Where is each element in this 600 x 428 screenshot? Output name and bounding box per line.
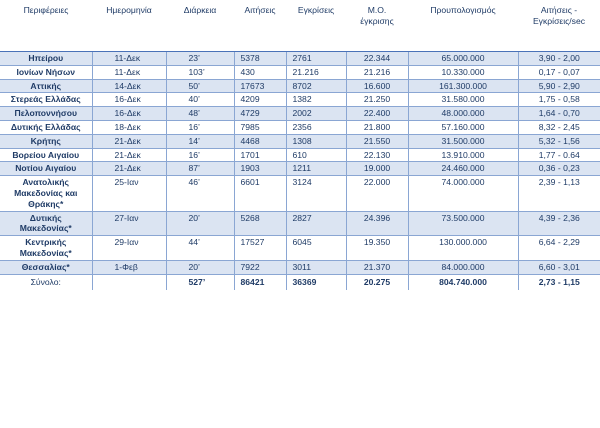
header-applications: Αιτήσεις: [234, 0, 286, 52]
total-label: Σύνολο:: [0, 274, 92, 290]
cell-duration: 103’: [166, 65, 234, 79]
cell-average: 22.130: [346, 148, 408, 162]
cell-applications: 17527: [234, 236, 286, 261]
table-row: [0, 176, 600, 211]
table-row: [0, 93, 600, 107]
cell-date: 11-Δεκ: [92, 52, 166, 66]
cell-region: Ηπείρου: [0, 52, 92, 66]
cell-approvals: 2356: [286, 120, 346, 134]
total-applications: 86421: [234, 274, 286, 290]
cell-approvals: 1308: [286, 134, 346, 148]
cell-applications: 7985: [234, 120, 286, 134]
cell-budget: 161.300.000: [408, 79, 518, 93]
cell-duration: 16’: [166, 148, 234, 162]
table-row: [0, 107, 600, 121]
cell-duration: 50’: [166, 79, 234, 93]
total-row: [0, 274, 600, 290]
table-row: [0, 260, 600, 274]
cell-applications: 4209: [234, 93, 286, 107]
cell-region: Κρήτης: [0, 134, 92, 148]
cell-date: 27-Ιαν: [92, 211, 166, 236]
cell-duration: 44’: [166, 236, 234, 261]
cell-budget: 13.910.000: [408, 148, 518, 162]
total-approvals: 36369: [286, 274, 346, 290]
header-rate-line1: Αιτήσεις -: [540, 5, 578, 15]
cell-rate: 6,64 - 2,29: [518, 236, 600, 261]
header-rate-line2: Εγκρίσεις/sec: [532, 16, 586, 26]
cell-budget: 84.000.000: [408, 260, 518, 274]
cell-duration: 40’: [166, 93, 234, 107]
cell-duration: 48’: [166, 107, 234, 121]
cell-applications: 1701: [234, 148, 286, 162]
cell-rate: 1,77 - 0.64: [518, 148, 600, 162]
cell-region: Πελοποννήσου: [0, 107, 92, 121]
table-header-row: [0, 0, 600, 52]
cell-applications: 5268: [234, 211, 286, 236]
cell-average: 21.250: [346, 93, 408, 107]
cell-budget: 31.500.000: [408, 134, 518, 148]
cell-rate: 3,90 - 2,00: [518, 52, 600, 66]
table-row: [0, 134, 600, 148]
cell-duration: 20’: [166, 211, 234, 236]
cell-region: Δυτικής Ελλάδας: [0, 120, 92, 134]
cell-duration: 23’: [166, 52, 234, 66]
table-row: [0, 65, 600, 79]
cell-budget: 31.580.000: [408, 93, 518, 107]
cell-budget: 130.000.000: [408, 236, 518, 261]
cell-region: Ανατολικής Μακεδονίας και Θράκης*: [0, 176, 92, 211]
cell-region: Βορείου Αιγαίου: [0, 148, 92, 162]
cell-applications: 5378: [234, 52, 286, 66]
table-row: [0, 211, 600, 236]
cell-applications: 1903: [234, 162, 286, 176]
cell-rate: 6,60 - 3,01: [518, 260, 600, 274]
cell-date: 21-Δεκ: [92, 162, 166, 176]
cell-date: 14-Δεκ: [92, 79, 166, 93]
cell-average: 16.600: [346, 79, 408, 93]
cell-rate: 0,36 - 0,23: [518, 162, 600, 176]
total-average: 20.275: [346, 274, 408, 290]
table-body: [0, 52, 600, 275]
cell-duration: 46’: [166, 176, 234, 211]
cell-average: 24.396: [346, 211, 408, 236]
cell-average: 21.216: [346, 65, 408, 79]
cell-budget: 48.000.000: [408, 107, 518, 121]
cell-average: 19.350: [346, 236, 408, 261]
cell-duration: 20’: [166, 260, 234, 274]
cell-rate: 4,39 - 2,36: [518, 211, 600, 236]
cell-date: 25-Ιαν: [92, 176, 166, 211]
cell-rate: 5,32 - 1,56: [518, 134, 600, 148]
table-row: [0, 236, 600, 261]
cell-budget: 65.000.000: [408, 52, 518, 66]
cell-region: Κεντρικής Μακεδονίας*: [0, 236, 92, 261]
cell-date: 21-Δεκ: [92, 148, 166, 162]
cell-date: 29-Ιαν: [92, 236, 166, 261]
cell-approvals: 21.216: [286, 65, 346, 79]
table-row: [0, 148, 600, 162]
cell-date: 16-Δεκ: [92, 107, 166, 121]
cell-average: 21.550: [346, 134, 408, 148]
cell-approvals: 2827: [286, 211, 346, 236]
cell-applications: 17673: [234, 79, 286, 93]
cell-approvals: 3124: [286, 176, 346, 211]
header-average: [346, 0, 408, 52]
cell-rate: 1,75 - 0,58: [518, 93, 600, 107]
cell-rate: 2,39 - 1,13: [518, 176, 600, 211]
cell-applications: 430: [234, 65, 286, 79]
cell-approvals: 1382: [286, 93, 346, 107]
header-average-line1: Μ.Ο.: [367, 5, 387, 15]
cell-date: 11-Δεκ: [92, 65, 166, 79]
cell-rate: 0,17 - 0,07: [518, 65, 600, 79]
cell-date: 21-Δεκ: [92, 134, 166, 148]
table-row: [0, 79, 600, 93]
total-date: [92, 274, 166, 290]
cell-average: 22.000: [346, 176, 408, 211]
header-duration: Διάρκεια: [166, 0, 234, 52]
header-region: Περιφέρειες: [0, 0, 92, 52]
cell-applications: 6601: [234, 176, 286, 211]
cell-average: 22.400: [346, 107, 408, 121]
cell-date: 18-Δεκ: [92, 120, 166, 134]
cell-applications: 4729: [234, 107, 286, 121]
table-row: [0, 52, 600, 66]
cell-duration: 14’: [166, 134, 234, 148]
header-average-line2: έγκρισης: [360, 16, 394, 26]
cell-duration: 87’: [166, 162, 234, 176]
cell-approvals: 3011: [286, 260, 346, 274]
cell-budget: 73.500.000: [408, 211, 518, 236]
cell-approvals: 610: [286, 148, 346, 162]
total-duration: 527’: [166, 274, 234, 290]
cell-date: 1-Φεβ: [92, 260, 166, 274]
cell-rate: 1,64 - 0,70: [518, 107, 600, 121]
cell-applications: 7922: [234, 260, 286, 274]
table-row: [0, 120, 600, 134]
cell-applications: 4468: [234, 134, 286, 148]
cell-region: Θεσσαλίας*: [0, 260, 92, 274]
cell-region: Στερεάς Ελλάδας: [0, 93, 92, 107]
cell-rate: 5,90 - 2,90: [518, 79, 600, 93]
header-date: Ημερομηνία: [92, 0, 166, 52]
cell-budget: 24.460.000: [408, 162, 518, 176]
cell-rate: 8,32 - 2,45: [518, 120, 600, 134]
cell-region: Δυτικής Μακεδονίας*: [0, 211, 92, 236]
cell-average: 22.344: [346, 52, 408, 66]
cell-average: 21.370: [346, 260, 408, 274]
cell-budget: 74.000.000: [408, 176, 518, 211]
cell-average: 19.000: [346, 162, 408, 176]
cell-region: Ιονίων Νήσων: [0, 65, 92, 79]
header-approvals: Εγκρίσεις: [286, 0, 346, 52]
total-budget: 804.740.000: [408, 274, 518, 290]
cell-approvals: 2002: [286, 107, 346, 121]
header-budget: Προυπολογισμός: [408, 0, 518, 52]
cell-average: 21.800: [346, 120, 408, 134]
cell-region: Αττικής: [0, 79, 92, 93]
cell-approvals: 2761: [286, 52, 346, 66]
total-rate: 2,73 - 1,15: [518, 274, 600, 290]
cell-approvals: 6045: [286, 236, 346, 261]
header-rate: [518, 0, 600, 52]
cell-budget: 57.160.000: [408, 120, 518, 134]
cell-approvals: 8702: [286, 79, 346, 93]
cell-approvals: 1211: [286, 162, 346, 176]
cell-date: 16-Δεκ: [92, 93, 166, 107]
cell-region: Νοτίου Αιγαίου: [0, 162, 92, 176]
table-row: [0, 162, 600, 176]
cell-duration: 16’: [166, 120, 234, 134]
cell-budget: 10.330.000: [408, 65, 518, 79]
